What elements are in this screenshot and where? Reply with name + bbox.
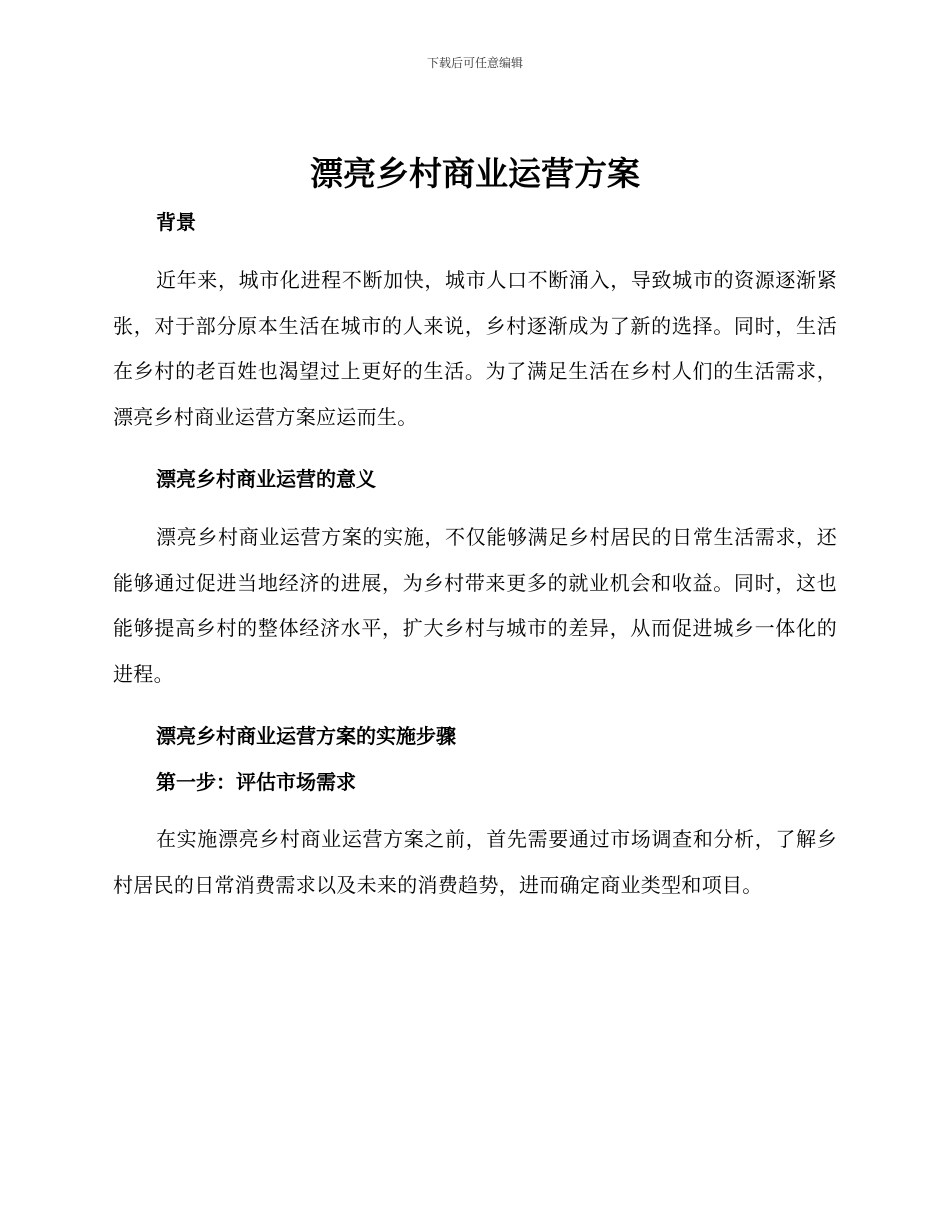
section-heading-meaning: 漂亮乡村商业运营的意义 bbox=[156, 467, 376, 491]
header-note: 下载后可任意编辑 bbox=[426, 56, 523, 70]
section-heading-step1: 第一步：评估市场需求 bbox=[156, 770, 356, 794]
paragraph-step1: 在实施漂亮乡村商业运营方案之前，首先需要通过市场调查和分析，了解乡村居民的日常消费需求以及未来的消费趋势，进而确定商业类型和项目。 bbox=[113, 827, 837, 897]
section-heading-background: 背景 bbox=[156, 210, 196, 234]
paragraph-meaning: 漂亮乡村商业运营方案的实施，不仅能够满足乡村居民的日常生活需求，还能够通过促进当地经济的进展，为乡村带来更多的就业机会和收益。同时，这也能够提高乡村的整体经济水平，扩大乡村与城市的差异，从而促进城乡一体化的进程。 bbox=[113, 525, 837, 686]
document-title: 漂亮乡村商业运营方案 bbox=[310, 154, 640, 193]
section-heading-steps: 漂亮乡村商业运营方案的实施步骤 bbox=[156, 724, 456, 748]
paragraph-background: 近年来，城市化进程不断加快，城市人口不断涌入，导致城市的资源逐渐紧张，对于部分原本生活在城市的人来说，乡村逐渐成为了新的选择。同时，生活在乡村的老百姓也渴望过上更好的生活。为了满足生活在乡村人们的生活需求，漂亮乡村商业运营方案应运而生。 bbox=[113, 268, 837, 429]
document-body bbox=[113, 205, 837, 908]
